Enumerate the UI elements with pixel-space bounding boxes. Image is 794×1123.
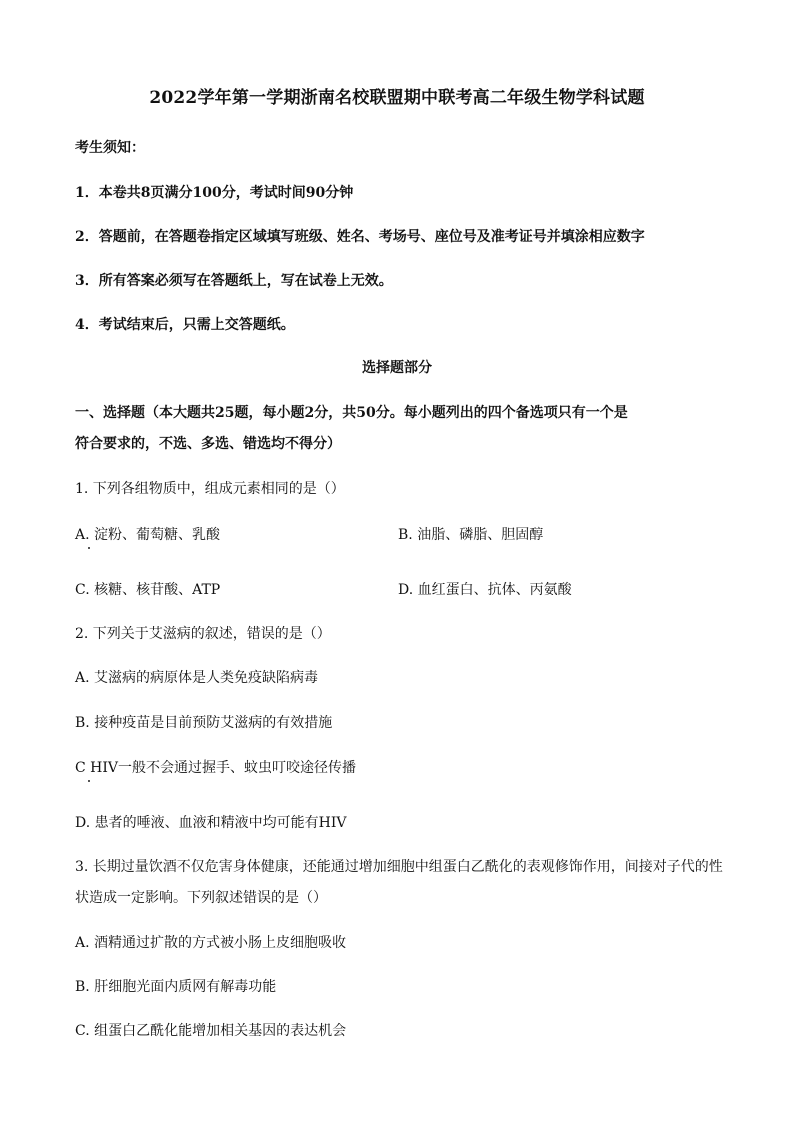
question-1-option-a: A. 淀粉、葡萄糖、乳酸 [75,527,221,543]
question-3-option-c: C. 组蛋白乙酰化能增加相关基因的表达机会 [75,1023,347,1039]
question-3-option-a: A. 酒精通过扩散的方式被小肠上皮细胞吸收 [75,935,347,951]
question-3-stem-line-2: 状造成一定影响。下列叙述错误的是（） [75,890,327,906]
question-1-stem: 1. 下列各组物质中，组成元素相同的是（） [75,481,345,497]
question-2-option-b: B. 接种疫苗是目前预防艾滋病的有效措施 [75,715,333,731]
question-2-option-d: D. 患者的唾液、血液和精液中均可能有HIV [75,815,347,831]
notice-item-4: 4．考试结束后，只需上交答题纸。 [75,317,295,333]
question-3-option-b: B. 肝细胞光面内质网有解毒功能 [75,979,277,995]
question-2-stem: 2. 下列关于艾滋病的叙述，错误的是（） [75,626,331,642]
question-2-option-a: A. 艾滋病的病原体是人类免疫缺陷病毒 [75,670,319,686]
notice-item-1: 1．本卷共8页满分100分，考试时间90分钟 [75,185,354,201]
question-1-option-c: C. 核糖、核苷酸、ATP [75,582,221,598]
section-instruction-line-2: 符合要求的，不选、多选、错选均不得分） [75,436,341,452]
notice-heading: 考生须知： [75,140,145,156]
question-2-option-c: C HIV一般不会通过握手、蚊虫叮咬途径传播 [75,760,357,776]
section-title: 选择题部分 [362,360,432,376]
notice-item-2: 2．答题前，在答题卷指定区域填写班级、姓名、考场号、座位号及准考证号并填涂相应数字 [75,229,645,245]
page-title: 2022学年第一学期浙南名校联盟期中联考高二年级生物学科试题 [149,88,645,108]
question-3-stem-line-1: 3. 长期过量饮酒不仅危害身体健康，还能通过增加细胞中组蛋白乙酰化的表观修饰作用，间接对子代的性 [75,859,723,875]
stray-mark [88,547,90,549]
section-instruction-line-1: 一、选择题（本大题共25题，每小题2分，共50分。每小题列出的四个备选项只有一个是 [75,405,628,421]
question-1-option-b: B. 油脂、磷脂、胆固醇 [398,527,544,543]
question-1-option-d: D. 血红蛋白、抗体、丙氨酸 [398,582,572,598]
stray-mark [88,780,90,782]
notice-item-3: 3．所有答案必须写在答题纸上，写在试卷上无效。 [75,273,393,289]
